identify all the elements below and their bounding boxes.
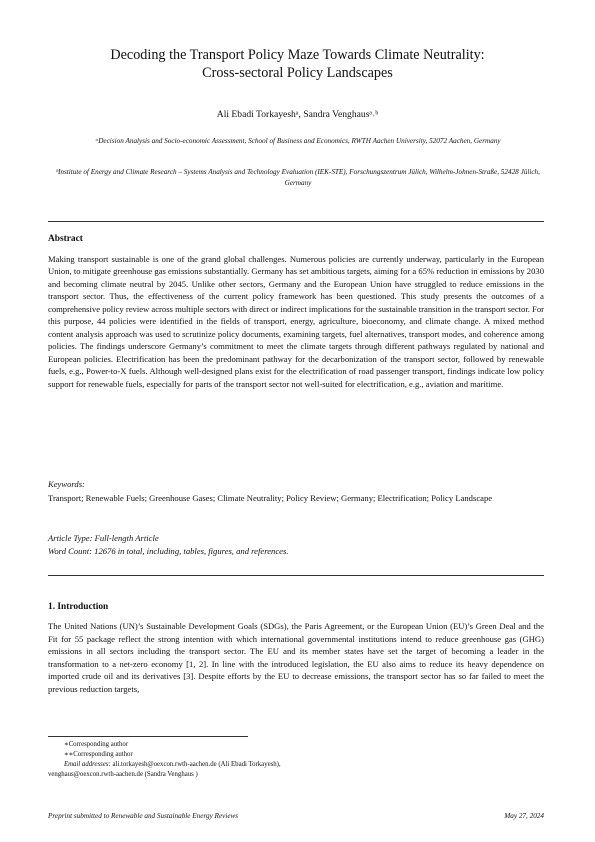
preprint-date: May 27, 2024 [504,812,544,820]
affiliation-b: ᵇInstitute of Energy and Climate Research – Systems Analysis and Technology Evaluation (IEK-STE), Forschungszentrum Jülich, Wilhelm-Johnen-Straße, 52428 Jülich, Germany [56,168,540,187]
preprint-note: Preprint submitted to Renewable and Sustainable Energy Reviews [48,812,239,820]
paper-title [0,46,595,82]
keywords-label: Keywords: [48,479,85,489]
abstract-text: Making transport sustainable is one of the grand global challenges. Numerous policies are currently underway, particularly in the European Union, to mitigate greenhouse gas emissions substantially. Germany has set ambitious targets, aiming for a 65% reduction in emissions by 2030 and becoming climate neutral by 2045. Unlike other sectors, Germany and the European Union have struggled to reduce emissions in the transport sector. Thus, the effectiveness of the current policy framework has been questioned. This study presents the outcomes of a comprehensive policy review across multiple sectors with direct or indirect implications for the sustainable transition in the transport sector. For this purpose, 44 policies were identified in the fields of transport, energy, agriculture, bioeconomy, and climate change. A mixed method content analysis approach was used to scrutinize policy documents, examining targets, fuel alternatives, transport modes, and coherence among policies. The findings underscore Germany’s commitment to meet the climate targets through different pathways regulated by national and European policies. Electrification has been the predominant pathway for the decarbonization of the transport sector, followed by renewable fuels, e.g., Power-to-X fuels. Although well-designed plans exist for the electrification of road passenger transport, findings indicate low policy support for renewable fuels, especially for parts of the transport sector not well-suited for electrification, e.g., aviation and maritime. [48,254,544,389]
introduction-heading: 1. Introduction [48,602,109,612]
footnote-corresponding-2: ∗∗Corresponding author [64,751,133,758]
footnote-corresponding-1: ∗Corresponding author [64,741,129,748]
article-type: Article Type: Full-length Article [48,533,159,543]
email-address-1[interactable]: ali.torkayesh@oexcon.rwth-aachen.de (Ali Ebadi Torkayesh), [110,761,281,768]
introduction-text: The United Nations (UN)’s Sustainable Development Goals (SDGs), the Paris Agreement, or the European Union (EU)’s Green Deal and the Fit for 55 package reflect the strong intention with which international governmental institutions intend to reduce greenhouse gas (GHG) emissions in all sectors including the transport sector. The EU and its member states have set the target of becoming a leader in the transformation to a net-zero economy [1, 2]. In line with the introduced legislation, the EU also aims to reduce its heavy dependence on imported crude oil and its derivatives [3]. Despite efforts by the EU to decrease emissions, the transport sector has so far failed to meet the previous reduction targets, [48,621,544,694]
abstract-bottom-rule [48,575,544,576]
keywords-text: Transport; Renewable Fuels; Greenhouse Gases; Climate Neutrality; Policy Review; Germany; Electrification; Policy Landscape [48,493,493,503]
affiliation-a: ᵃDecision Analysis and Socio-economic Assessment, School of Business and Economics, RWTH Aachen University, 52072 Aachen, Germany [95,137,501,145]
author-list: Ali Ebadi Torkayeshᵃ, Sandra Venghausᵃ˒ᵇ [216,109,379,120]
title-line-1: Decoding the Transport Policy Maze Towards Climate Neutrality: [110,47,485,63]
abstract-heading: Abstract [48,234,83,244]
footnote-email-2[interactable]: venghaus@oexcon.rwth-aachen.de (Sandra Venghaus ) [48,771,198,778]
abstract-top-rule [48,221,544,222]
footnote-rule [48,736,248,737]
footnote-email-line [64,760,281,769]
title-line-2: Cross-sectoral Policy Landscapes [202,65,393,81]
email-label: Email addresses: [64,761,111,768]
word-count: Word Count: 12676 in total, including, tables, figures, and references. [48,546,289,556]
